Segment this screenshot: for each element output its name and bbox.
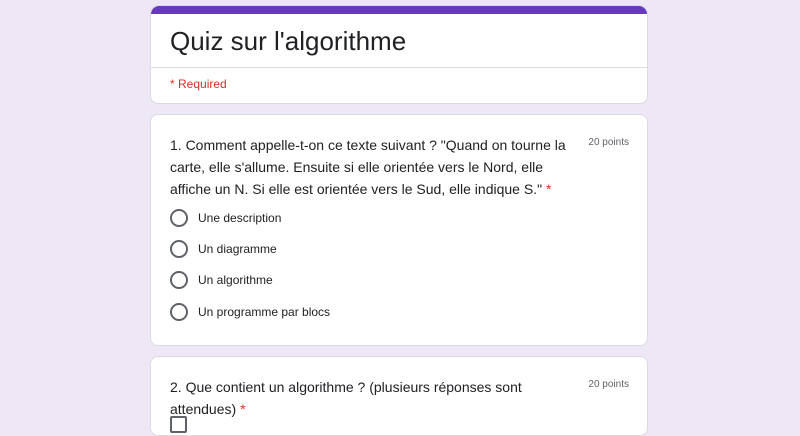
radio-button[interactable]	[170, 271, 188, 289]
radio-button[interactable]	[170, 209, 188, 227]
form-header-card	[150, 5, 648, 104]
option-une-description[interactable]	[170, 208, 281, 228]
option-label: Une description	[198, 211, 282, 225]
question-title	[170, 376, 590, 420]
option-un-algorithme[interactable]	[170, 270, 273, 290]
required-asterisk: *	[240, 401, 246, 417]
option-label: Un programme par blocs	[198, 305, 331, 319]
required-asterisk: *	[545, 181, 552, 197]
question-text: 1. Comment appelle-t-on ce texte suivant ? "Quand on tourne la carte, elle s'allume. Ensuite si elle orientée vers le Nord, elle affiche un N. Si elle est orientée vers le Sud, elle indique S."	[170, 137, 566, 197]
option-un-programme-par-blocs[interactable]	[170, 302, 330, 322]
radio-button[interactable]	[170, 303, 188, 321]
required-note: * Required	[170, 77, 227, 91]
option-un-diagramme[interactable]	[170, 239, 277, 259]
header-divider	[151, 67, 647, 68]
question-text: 2. Que contient un algorithme ? (plusieurs réponses sont attendues)	[170, 379, 522, 417]
header-accent-band	[151, 6, 647, 14]
points-label: 20 points	[588, 137, 629, 148]
option-label: Un algorithme	[198, 273, 273, 287]
form-title: Quiz sur l'algorithme	[170, 26, 407, 56]
question-card-1	[150, 114, 648, 346]
points-label: 20 points	[588, 379, 629, 390]
checkbox-option[interactable]	[170, 414, 197, 434]
option-label: Un diagramme	[198, 242, 277, 256]
question-card-2	[150, 356, 648, 436]
checkbox[interactable]	[170, 416, 187, 433]
question-title	[170, 134, 585, 200]
radio-button[interactable]	[170, 240, 188, 258]
